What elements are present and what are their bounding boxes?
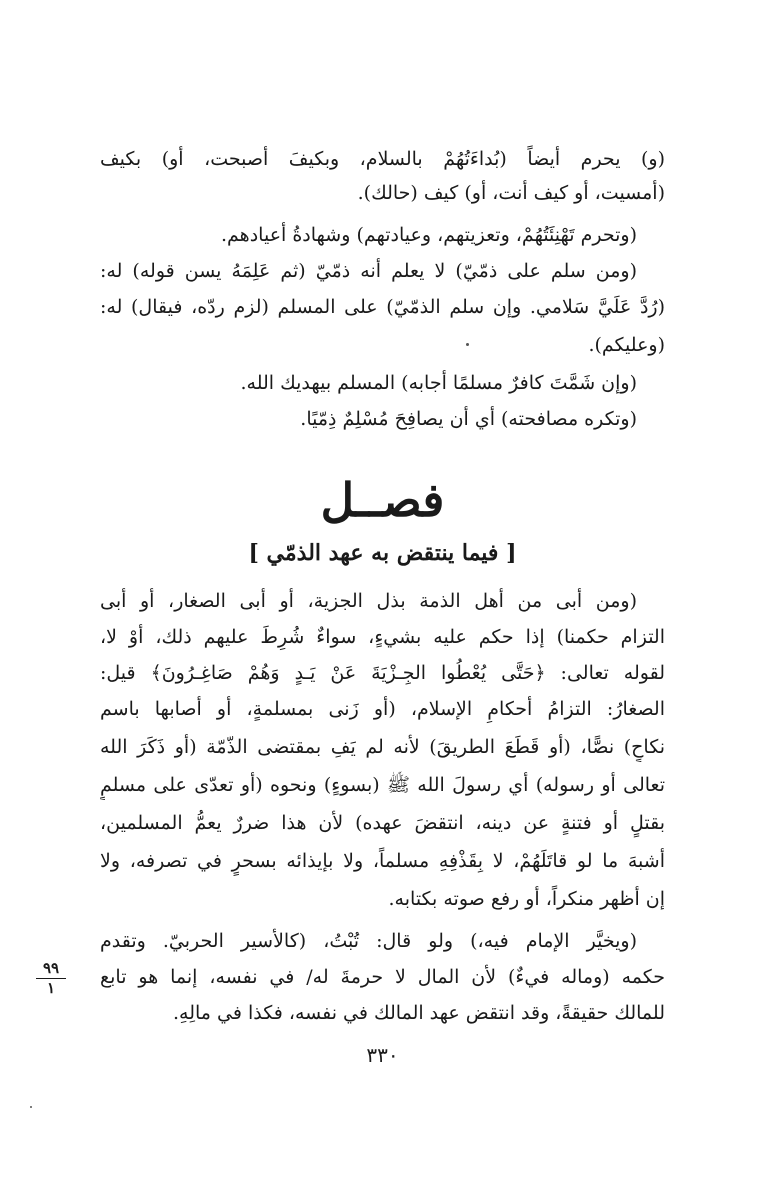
text-line: إن أظهر منكراً، أو رفع صوته بكتابه. — [388, 888, 665, 910]
section-ornament-heading: فصــل — [320, 473, 445, 527]
page-number: ٣٣٠ — [366, 1043, 399, 1067]
text-line: (وعليكم). — [588, 334, 665, 356]
text-line: أشبهَ ما لو قاتَلَهُمْ، لا بِقَذْفِهِ مسلماً، ولا بإيذائه بسحرٍ في تصرفه، ولا — [100, 850, 665, 872]
text-line: حكمه (وماله فيءٌ) لأن المال لا حرمةَ له/ في نفسه، إنما هو تابع — [100, 966, 665, 988]
text-line: بقتلٍ أو فتنةٍ عن دينه، انتقضَ عهده) لأن هذا ضررٌ يعمُّ المسلمين، — [100, 812, 665, 834]
margin-note-top: ٩٩ — [36, 960, 66, 979]
text-line: (و) يحرم أيضاً (بُداءَتُهُمْ بالسلام، وبكيفَ أصبحت، أو) بكيف — [100, 148, 665, 170]
text-line: (ويخيَّر الإمام فيه،) ولو قال: تُبْتُ، (كالأسير الحربيّ. وتقدم — [100, 930, 637, 952]
text-line: (ومن أبى من أهل الذمة بذل الجزية، أو أبى الصغار، أو أبى — [100, 590, 637, 612]
text-line: الصغارُ: التزامُ أحكامِ الإسلام، (أو زَنى بمسلمةٍ، أو أصابها باسم — [100, 698, 665, 720]
text-line: تعالى أو رسوله) أي رسولَ الله ﷺ (بسوءٍ) ونحوه (أو تعدّى على مسلمٍ — [100, 774, 665, 796]
scan-speck — [466, 343, 469, 346]
text-line: (رُدَّ عَلَيَّ سَلامي. وإن سلم الذمّيّ) على المسلم (لزم ردّه، فيقال) له: — [100, 296, 665, 318]
section-title: [ فيما ينتقض به عهد الذمّي ] — [248, 540, 517, 566]
text-line: (أمسيت، أو كيف أنت، أو) كيف (حالك). — [357, 182, 665, 204]
margin-note-bottom: ١ — [46, 979, 56, 997]
text-line: التزام حكمنا) إذا حكم عليه بشيءٍ، سواءٌ شُرِطَ عليهم ذلك، أوْ لا، — [100, 626, 665, 648]
text-line: (وتحرم تَهْنِئَتُهُمْ، وتعزيتهم، وعيادتهم) وشهادةُ أعيادهم. — [221, 224, 637, 246]
text-line: (وإن شَمَّتَ كافرٌ مسلمًا أجابه) المسلم بيهديك الله. — [240, 372, 637, 394]
text-line: (وتكره مصافحته) أي أن يصافِحَ مُسْلِمٌ ذِمّيًا. — [300, 408, 637, 430]
margin-reference-note — [36, 960, 66, 997]
text-line: نكاحٍ) نصًّا، (أو قَطَعَ الطريقَ) لأنه لم يَفِ بمقتضى الذّمّة (أو ذَكَرَ الله — [100, 736, 665, 758]
text-line: (ومن سلم على ذمّيّ) لا يعلم أنه ذمّيّ (ثم عَلِمَهُ يسن قوله) له: — [100, 260, 637, 282]
scan-speck — [30, 1106, 32, 1108]
text-line: للمالك حقيقةً، وقد انتقض عهد المالك في نفسه، فكذا في مالِهِ. — [172, 1002, 665, 1024]
text-line: لقوله تعالى: ﴿حَتَّى يُعْطُوا الجِـزْيَةَ عَنْ يَـدٍ وَهُمْ صَاغِـرُونَ﴾ قيل: — [100, 662, 665, 684]
